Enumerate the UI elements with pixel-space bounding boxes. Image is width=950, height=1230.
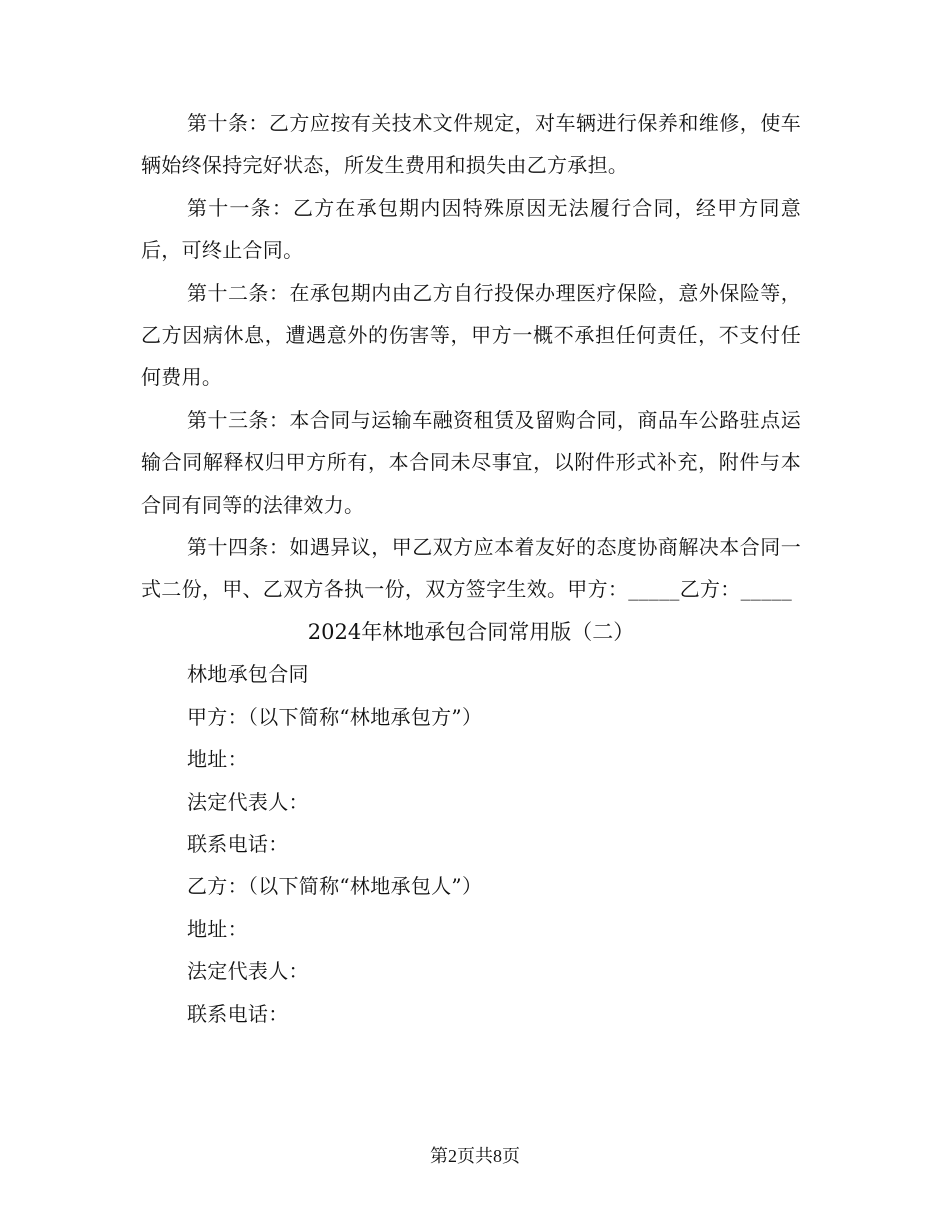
- party-a-label: 甲方：（以下简称“林地承包方”）: [187, 704, 483, 729]
- article-10: 第十条：乙方应按有关技术文件规定，对车辆进行保养和维修，使车辆始终保持完好状态，所发生费用和损失由乙方承担。: [141, 111, 801, 178]
- section-title: 2024年林地承包合同常用版（二）: [307, 619, 635, 644]
- document-body: [141, 102, 801, 1035]
- article-14: 第十四条：如遇异议，甲乙双方应本着友好的态度协商解决本合同一式二份，甲、乙双方各执一份，双方签字生效。甲方：_____乙方：_____: [141, 535, 801, 602]
- party-b-label: 乙方：（以下简称“林地承包人”）: [187, 874, 483, 899]
- party-a-address: 地址：: [187, 747, 248, 772]
- party-b-representative: 法定代表人：: [187, 959, 309, 984]
- page-indicator: 第2页共8页: [430, 1146, 520, 1166]
- article-12: 第十二条：在承包期内由乙方自行投保办理医疗保险，意外保险等，乙方因病休息，遭遇意外的伤害等，甲方一概不承担任何责任，不支付任何费用。: [141, 280, 801, 390]
- party-b-address: 地址：: [187, 916, 248, 941]
- article-13: 第十三条：本合同与运输车融资租赁及留购合同，商品车公路驻点运输合同解释权归甲方所有，本合同未尽事宜，以附件形式补充，附件与本合同有同等的法律效力。: [141, 407, 801, 517]
- party-b-phone: 联系电话：: [187, 1001, 289, 1026]
- party-a-phone: 联系电话：: [187, 831, 289, 856]
- contract-heading: 林地承包合同: [187, 662, 309, 687]
- article-11: 第十一条：乙方在承包期内因特殊原因无法履行合同，经甲方同意后，可终止合同。: [141, 195, 801, 263]
- party-a-representative: 法定代表人：: [187, 789, 309, 814]
